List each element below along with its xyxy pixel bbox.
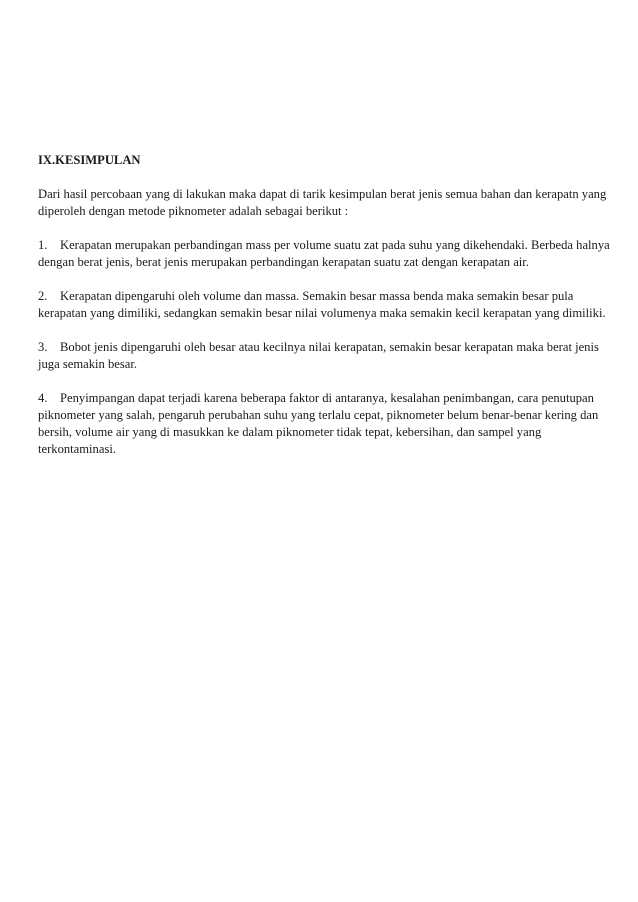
intro-paragraph: Dari hasil percobaan yang di lakukan maka dapat di tarik kesimpulan berat jenis semua bahan dan kerapatn yang diperoleh dengan metode piknometer adalah sebagai berikut :: [38, 187, 607, 218]
list-item-text: Penyimpangan dapat terjadi karena beberapa faktor di antaranya, kesalahan penimbangan, cara penutupan piknometer yang salah, pengaruh perubahan suhu yang terlalu cepat, piknometer belum benar-benar kering dan bersih, volume air yang di masukkan ke dalam piknometer tidak tepat, kebersihan, dan sampel yang terkontaminasi.: [38, 391, 599, 456]
list-item-text: Bobot jenis dipengaruhi oleh besar atau kecilnya nilai kerapatan, semakin besar kerapatan maka berat jenis juga semakin besar.: [38, 340, 599, 371]
list-item-text: Kerapatan merupakan perbandingan mass per volume suatu zat pada suhu yang dikehendaki. Berbeda halnya dengan berat jenis, berat jenis merupakan perbandingan kerapatan suatu zat dengan kerapatan air.: [38, 238, 610, 269]
list-item-number: 1.: [38, 238, 48, 252]
list-item-number: 4.: [38, 391, 48, 405]
list-item: [38, 339, 618, 373]
list-item-text: Kerapatan dipengaruhi oleh volume dan massa. Semakin besar massa benda maka semakin besar pula kerapatan yang dimiliki, sedangkan semakin besar nilai volumenya maka semakin kecil kerapatan yang dimiliki.: [38, 289, 606, 320]
list-item-number: 2.: [38, 289, 48, 303]
list-item-number: 3.: [38, 340, 48, 354]
document-body: [38, 152, 618, 475]
list-item: [38, 390, 618, 458]
section-heading: IX.KESIMPULAN: [38, 153, 141, 167]
list-item: [38, 288, 618, 322]
list-item: [38, 237, 618, 271]
